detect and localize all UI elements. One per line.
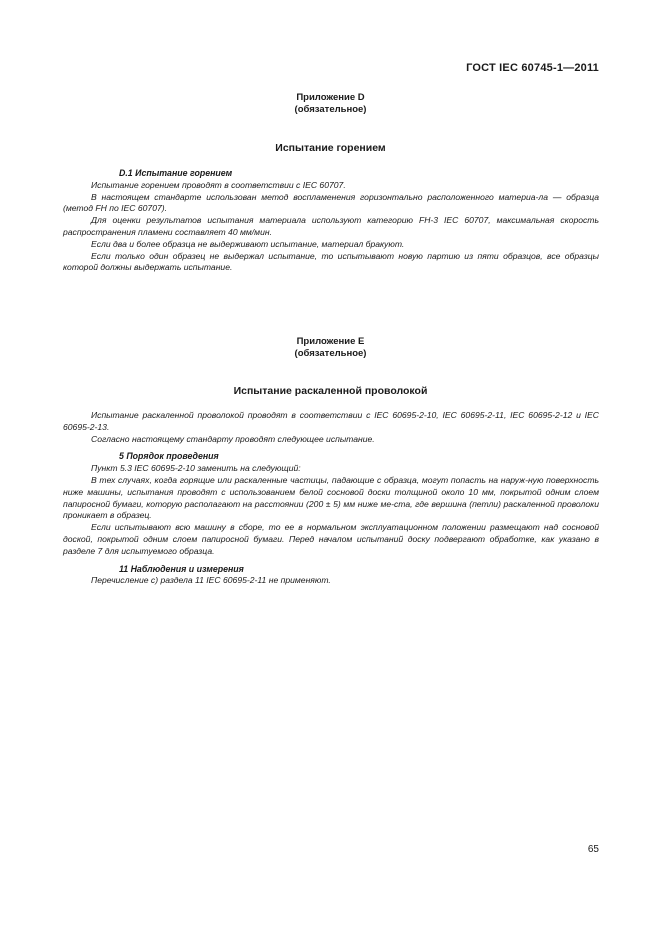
paragraph: Если два и более образца не выдерживают испытание, материал бракуют.: [91, 238, 405, 249]
paragraph: В настоящем стандарте использован метод воспламенения горизонтально расположенного материа-ла — образца (метод FH по IEC 60707).: [63, 191, 599, 214]
paragraph: Перечисление с) раздела 11 IEC 60695-2-11 не применяют.: [91, 575, 331, 586]
paragraph: В тех случаях, когда горящие или раскаленные частицы, падающие с образца, могут попасть на наруж-ную поверхность ниже машины, испытания проводят с использованием белой сосновой доски толщиной около 10 мм, покрытой одним слоем папиросной бумаги, которую располагают на расстоянии (200 ± 5) мм ниже ме-ста, где вершина (петли) раскаленной проволоки проникает в образец.: [63, 474, 599, 521]
appendix-d-status: (обязательное): [294, 104, 367, 115]
appendix-e-body: [63, 410, 599, 587]
appendix-d-label: Приложение D: [296, 92, 365, 103]
paragraph: Испытание раскаленной проволокой проводят в соответствии с IEC 60695-2-10, IEC 60695-2-11, IEC 60695-2-12 и IEC 60695-2-13.: [63, 410, 599, 432]
appendix-e-title: Испытание раскаленной проволокой: [233, 385, 428, 397]
paragraph: Если испытывают всю машину в сборе, то ее в нормальном эксплуатационном положении размещают над сосновой доской, покрытой одним слоем папиросной бумаги. Перед началом испытаний доску подвергают обработке, как указано в разделе 7 для испытуемого образца.: [63, 522, 599, 556]
paragraph: Согласно настоящему стандарту проводят следующее испытание.: [91, 433, 375, 444]
appendix-e-status: (обязательное): [294, 348, 367, 359]
paragraph: Испытание горением проводят в соответствии с IEC 60707.: [91, 179, 346, 190]
section-11-heading: 11 Наблюдения и измерения: [119, 563, 244, 574]
section-d1-heading: D.1 Испытание горением: [119, 168, 233, 178]
appendix-d-body: [63, 168, 599, 274]
standard-designation: ГОСТ IEC 60745-1—2011: [466, 62, 599, 74]
appendix-d-title: Испытание горением: [275, 142, 386, 154]
paragraph: Пункт 5.3 IEC 60695-2-10 заменить на следующий:: [91, 463, 301, 474]
paragraph: Если только один образец не выдержал испытание, то испытывают новую партию из пяти образцов, все образцы которой должны выдержать испытание.: [63, 250, 599, 273]
paragraph: Для оценки результатов испытания материала используют категорию FH-3 IEC 60707, максимальная скорость распространения пламени составляет 40 мм/мин.: [63, 215, 599, 237]
section-5-heading: 5 Порядок проведения: [119, 451, 219, 462]
page-number: 65: [587, 844, 599, 855]
appendix-e-label: Приложение E: [296, 336, 365, 347]
